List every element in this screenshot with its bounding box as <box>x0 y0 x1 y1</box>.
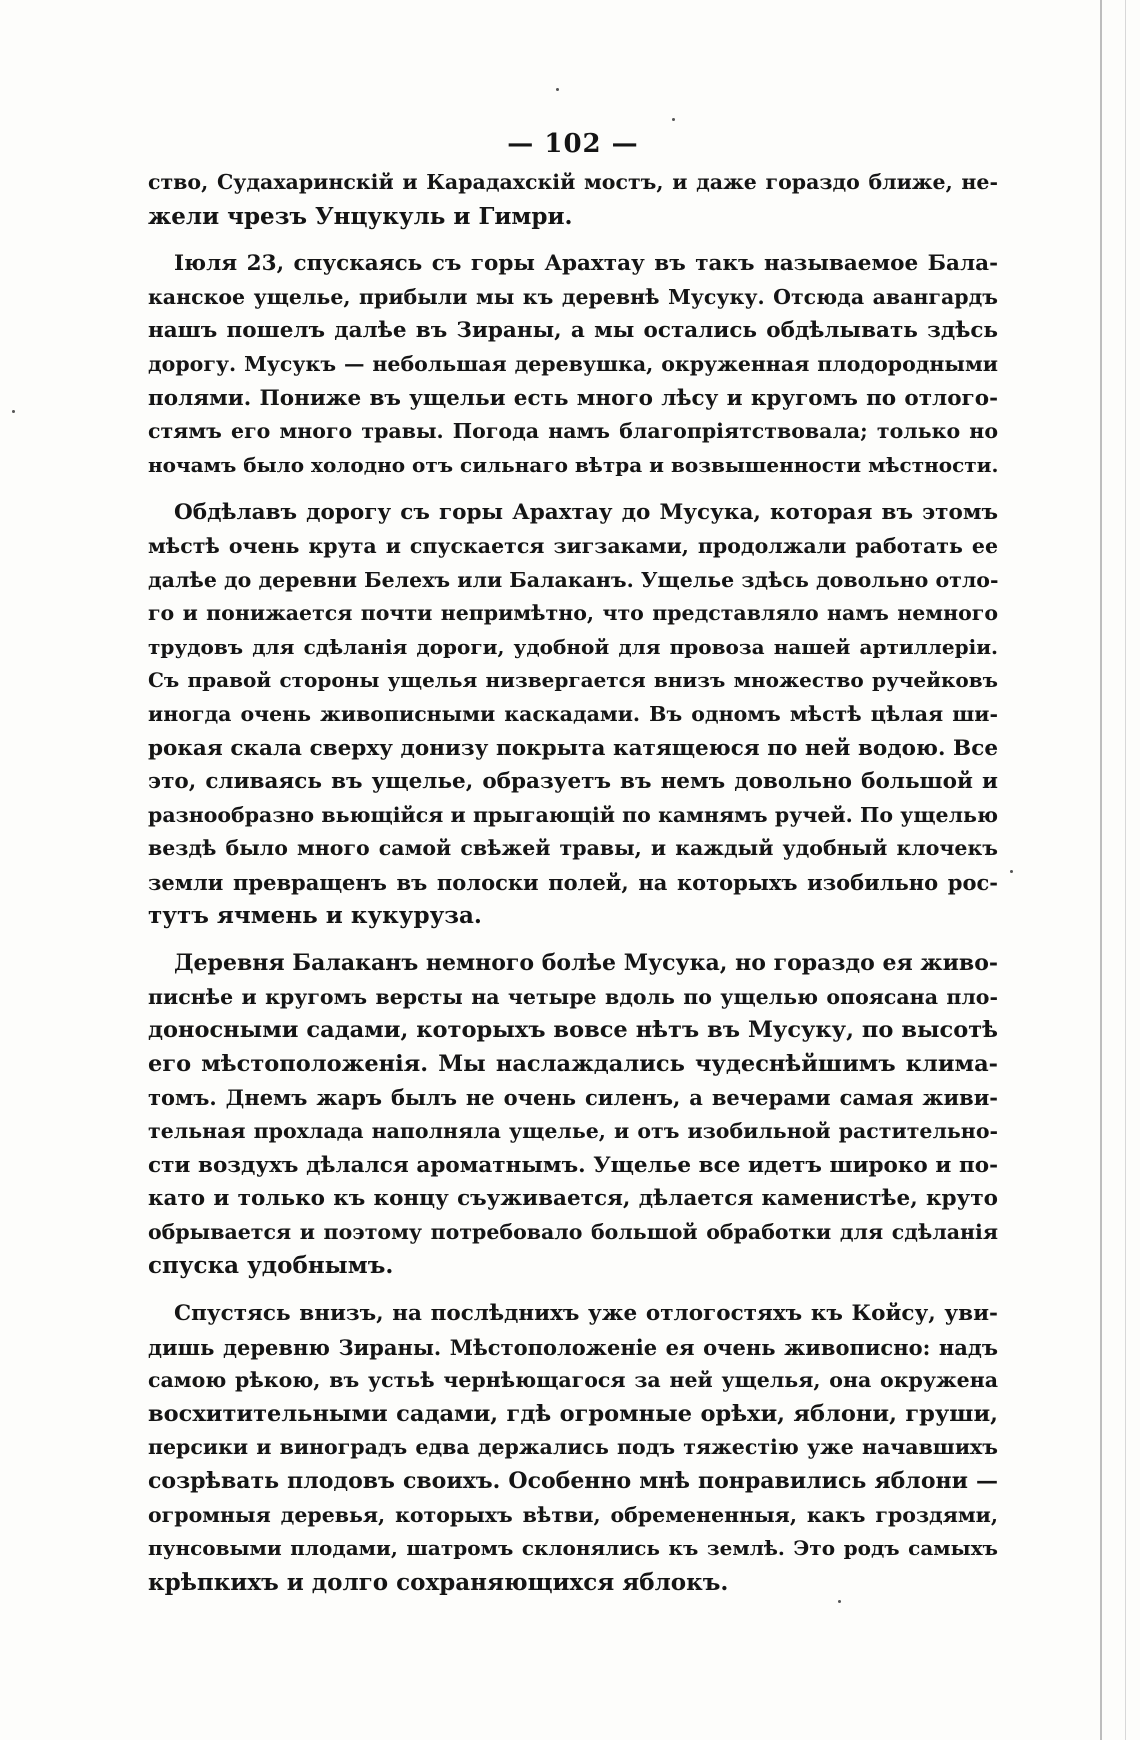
paragraph-5 <box>148 1297 998 1599</box>
text-line: мѣстѣ очень крута и спускается зигзаками, продолжали работать ее <box>148 533 998 558</box>
text-line: жели чрезъ Унцукуль и Гимри. <box>148 202 573 230</box>
text-line: трудовъ для сдѣланія дороги, удобной для провоза нашей артиллеріи. <box>148 634 998 659</box>
text-line: самою рѣкою, въ устьѣ чернѣющагося за ней ущелья, она окружена <box>148 1368 998 1393</box>
text-line: сти воздухъ дѣлался ароматнымъ. Ущелье все идетъ широко и по- <box>148 1152 998 1178</box>
text-line: восхитительными садами, гдѣ огромные орѣхи, яблони, груши, <box>148 1400 998 1427</box>
page-edge-shadow <box>1100 0 1102 1740</box>
paragraph-3 <box>148 496 998 933</box>
text-line: пунсовыми плодами, шатромъ склонялись къ землѣ. Это родъ самыхъ <box>148 1536 998 1561</box>
text-line: огромныя деревья, которыхъ вѣтви, обремененныя, какъ гроздями, <box>148 1502 998 1527</box>
print-speck <box>12 410 15 413</box>
print-speck <box>1010 870 1013 873</box>
page-number: — 102 — <box>507 129 639 159</box>
text-line: спуска удобнымъ. <box>148 1252 394 1280</box>
paragraph-4 <box>148 947 998 1283</box>
paragraph-2 <box>148 247 998 482</box>
print-speck <box>556 88 559 91</box>
text-line: иногда очень живописными каскадами. Въ одномъ мѣстѣ цѣлая ши- <box>148 701 998 726</box>
text-line: Спустясь внизъ, на послѣднихъ уже отлогостяхъ къ Койсу, уви- <box>174 1301 998 1326</box>
text-line: доносными садами, которыхъ вовсе нѣтъ въ Мусуку, по высотѣ <box>148 1017 998 1044</box>
text-line: вездѣ было много самой свѣжей травы, и каждый удобный клочекъ <box>148 836 998 861</box>
text-line: крѣпкихъ и долго сохраняющихся яблокъ. <box>148 1568 729 1596</box>
text-line: писнѣе и кругомъ версты на четыре вдоль по ущелью опоясана пло- <box>148 984 998 1009</box>
text-line: тутъ ячмень и кукуруза. <box>148 902 482 930</box>
text-line: персики и виноградъ едва держались подъ тяжестію уже начавшихъ <box>148 1435 998 1460</box>
text-line: земли превращенъ въ полоски полей, на которыхъ изобильно рос- <box>148 869 998 895</box>
text-line: дорогу. Мусукъ — небольшая деревушка, окруженная плодородными <box>148 351 998 376</box>
text-line: это, сливаясь въ ущелье, образуетъ въ немъ довольно большой и <box>148 769 998 795</box>
text-block <box>148 124 998 1613</box>
text-line: ство, Судахаринскій и Карадахскій мостъ, и даже гораздо ближе, не- <box>148 170 998 194</box>
text-line: обрывается и поэтому потребовало большой обработки для сдѣланія <box>148 1219 998 1244</box>
text-line: созрѣвать плодовъ своихъ. Особенно мнѣ понравились яблони — <box>148 1467 998 1494</box>
text-line: рокая скала сверху донизу покрыта катящеюся по ней водою. Все <box>148 735 998 761</box>
print-speck <box>672 118 675 121</box>
text-line: разнообразно вьющійся и прыгающій по камнямъ ручей. По ущелью <box>148 802 998 827</box>
text-line: нашъ пошелъ далѣе въ Зираны, а мы остались обдѣлывать здѣсь <box>148 318 998 344</box>
text-line: канское ущелье, прибыли мы къ деревнѣ Мусуку. Отсюда авангардъ <box>148 284 998 309</box>
text-line: тельная прохлада наполняла ущелье, и отъ изобильной растительно- <box>148 1119 998 1144</box>
text-line: томъ. Днемъ жаръ былъ не очень силенъ, а вечерами самая живи- <box>148 1085 998 1111</box>
text-line: далѣе до деревни Белехъ или Балаканъ. Ущелье здѣсь довольно отло- <box>148 567 999 592</box>
text-line: дишь деревню Зираны. Мѣстоположеніе ея очень живописно: надъ <box>148 1334 998 1360</box>
page-edge-line <box>1125 0 1126 1740</box>
text-line: Іюля 23, спускаясь съ горы Арахтау въ такъ называемое Бала- <box>174 251 998 277</box>
text-line: стямъ его много травы. Погода намъ благопріятствовала; только но <box>148 419 998 444</box>
text-line: Обдѣлавъ дорогу съ горы Арахтау до Мусука, которая въ этомъ <box>174 500 998 526</box>
text-line: его мѣстоположенія. Мы наслаждались чудеснѣйшимъ клима- <box>148 1050 998 1077</box>
text-line: като и только къ концу съуживается, дѣлается каменистѣе, круто <box>148 1186 998 1212</box>
text-line: Деревня Балаканъ немного болѣе Мусука, но гораздо ея живо- <box>174 950 998 977</box>
text-line: ночамъ было холодно отъ сильнаго вѣтра и возвышенности мѣстности. <box>148 452 999 477</box>
text-line: Съ правой стороны ущелья низвергается внизъ множество ручейковъ <box>148 668 998 693</box>
text-line: полями. Пониже въ ущельи есть много лѣсу и кругомъ по отлого- <box>148 385 998 411</box>
text-line: го и понижается почти непримѣтно, что представляло намъ немного <box>148 601 998 626</box>
paragraph-1 <box>148 166 998 233</box>
